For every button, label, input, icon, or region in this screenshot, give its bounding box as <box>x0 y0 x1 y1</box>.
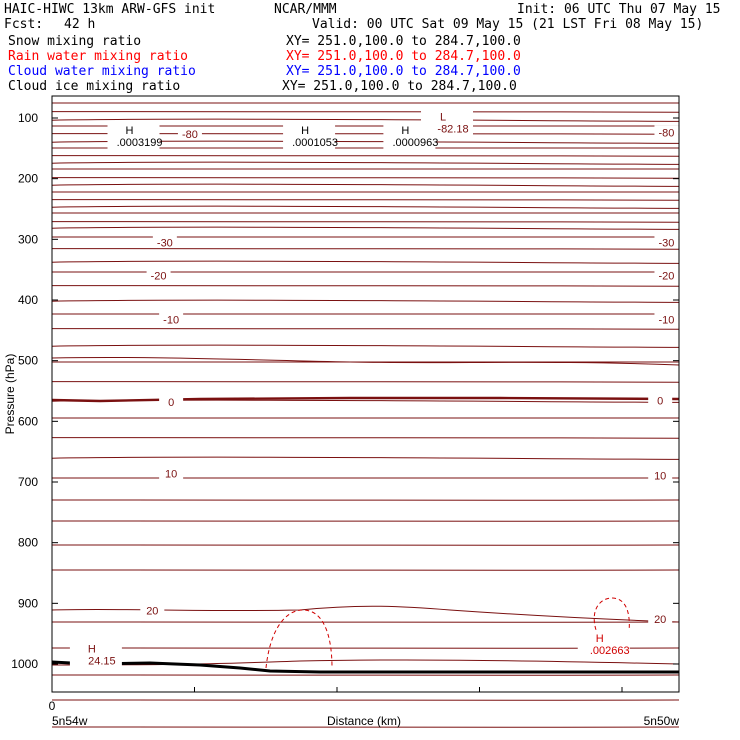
isotherm-line <box>52 570 679 571</box>
isotherm-line <box>52 622 679 623</box>
x-axis <box>52 687 622 692</box>
y-tick-label: 800 <box>17 535 38 550</box>
isotherm-line <box>52 285 679 286</box>
isotherm-line <box>52 500 679 501</box>
y-tick-label: 500 <box>17 353 38 368</box>
institution-label: NCAR/MMM <box>274 2 337 17</box>
field-name-snow: Snow mixing ratio <box>8 34 142 49</box>
extremum-value: .0000963 <box>392 137 439 150</box>
extremum-letter: H <box>125 125 134 138</box>
extremum-letter: L <box>439 111 447 124</box>
model-title: HAIC-HIWC 13km ARW-GFS init <box>4 2 216 17</box>
isotherm-line <box>52 345 679 347</box>
rain-contour-loop <box>266 610 332 668</box>
field-name-cloud-water: Cloud water mixing ratio <box>8 64 196 79</box>
contour-label: -30 <box>156 237 173 250</box>
y-tick-label: 700 <box>17 475 38 489</box>
isotherm-line <box>52 184 679 186</box>
isotherm-line <box>52 300 679 302</box>
y-axis <box>11 111 679 671</box>
isotherm-line <box>52 457 679 459</box>
isotherm-line <box>52 357 679 365</box>
extremum-letter: H <box>301 125 310 138</box>
field-xy-snow: XY= 251.0,100.0 to 284.7,100.0 <box>286 34 521 49</box>
x-tick-label-zero: 0 <box>48 699 56 713</box>
y-axis-label: Pressure (hPa) <box>3 353 17 435</box>
contour-label: 20 <box>146 605 159 618</box>
isotherm-line <box>52 381 679 382</box>
forecast-label: Fcst: <box>4 17 44 32</box>
isotherm-line <box>52 221 679 222</box>
extremum-letter: H <box>87 643 96 656</box>
extremum-letter: H <box>401 125 410 138</box>
isotherm-line <box>52 177 679 178</box>
isotherm-line <box>52 162 679 164</box>
y-tick-label: 1000 <box>11 657 38 671</box>
isotherm-line <box>52 437 679 438</box>
isotherm-line <box>52 521 679 522</box>
contour-label: -30 <box>658 237 675 250</box>
contour-label: 0 <box>168 396 175 409</box>
field-xy-cloud-water: XY= 251.0,100.0 to 284.7,100.0 <box>286 64 521 79</box>
contour-labels <box>140 123 678 627</box>
y-tick-label: 200 <box>17 171 38 186</box>
isotherm-line <box>52 248 679 249</box>
contour-label: -80 <box>181 128 198 141</box>
contour-label: 10 <box>654 470 667 483</box>
isotherm-line <box>52 261 679 263</box>
terrain-line <box>52 662 679 672</box>
x-axis-label: Distance (km) <box>326 714 402 728</box>
y-tick-label: 900 <box>17 596 38 611</box>
extremum-value: .002663 <box>589 644 630 657</box>
extremum-value: .0003199 <box>116 137 163 150</box>
valid-time-label: Valid: 00 UTC Sat 09 May 15 (21 LST Fri 08 May 15) <box>312 17 704 32</box>
isotherm-line <box>52 700 679 701</box>
contour-label: 10 <box>165 468 178 481</box>
field-name-rain: Rain water mixing ratio <box>8 49 189 64</box>
extremum-letter: H <box>595 632 604 645</box>
isotherm-line <box>52 206 679 208</box>
y-tick-label: 100 <box>17 111 38 125</box>
field-xy-rain: XY= 251.0,100.0 to 284.7,100.0 <box>286 49 521 64</box>
isotherm-line <box>52 675 679 676</box>
isotherm-line <box>52 199 679 200</box>
field-xy-cloud-ice: XY= 251.0,100.0 to 284.7,100.0 <box>282 79 517 94</box>
contour-label: 20 <box>654 614 667 627</box>
extrema-markers <box>70 109 630 669</box>
x-right-location-label: 5n50w <box>643 714 679 728</box>
contour-label: -10 <box>163 314 180 327</box>
contour-label: -20 <box>150 270 167 283</box>
isotherm-line <box>52 111 679 112</box>
y-tick-label: 400 <box>17 293 38 307</box>
field-name-cloud-ice: Cloud ice mixing ratio <box>8 79 181 94</box>
extremum-value: -82.18 <box>437 123 469 136</box>
contour-label: -80 <box>658 127 675 140</box>
isotherm-line <box>52 227 679 229</box>
x-left-location-label: 5n54w <box>52 714 88 728</box>
contour-label: -20 <box>658 270 675 283</box>
isotherm-line <box>52 155 679 156</box>
contour-label: 0 <box>657 395 664 408</box>
extremum-value: .0001053 <box>292 137 339 150</box>
y-tick-label: 600 <box>17 414 38 429</box>
isotherm-line <box>52 328 679 329</box>
forecast-hour-value: 42 h <box>64 17 96 32</box>
contour-label: -10 <box>658 314 675 327</box>
isotherm-line <box>52 119 679 121</box>
extremum-value: 24.15 <box>88 655 116 668</box>
isotherm-line <box>52 545 679 546</box>
init-time-label: Init: 06 UTC Thu 07 May 15 <box>517 2 721 17</box>
y-tick-label: 300 <box>17 232 38 247</box>
